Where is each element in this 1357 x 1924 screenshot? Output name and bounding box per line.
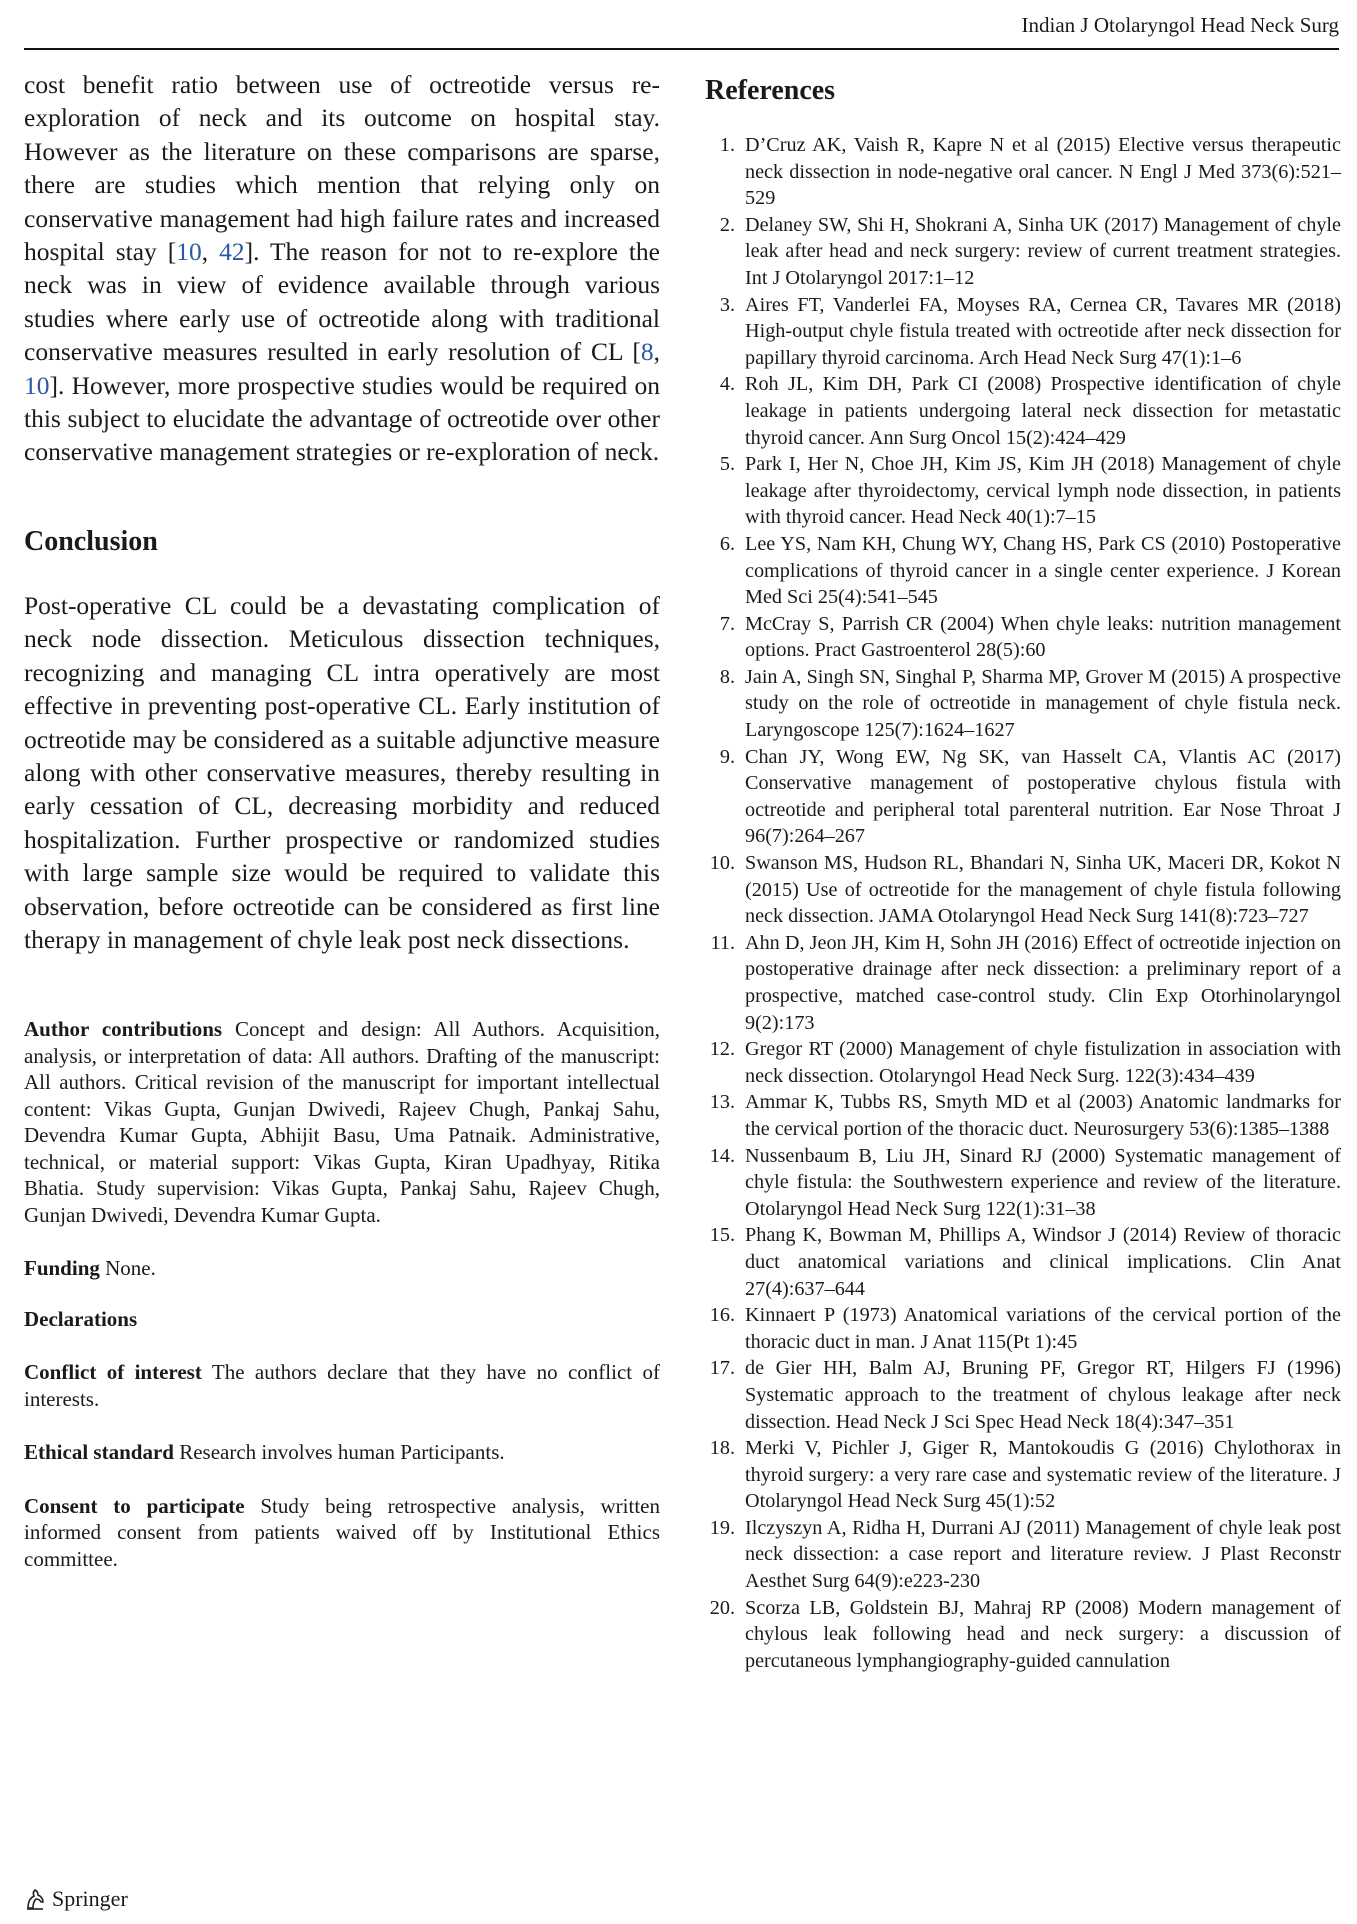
reference-item bbox=[705, 292, 1341, 372]
funding-label: Funding bbox=[24, 1256, 100, 1281]
ethical-label: Ethical standard bbox=[24, 1440, 174, 1465]
reference-item bbox=[705, 664, 1341, 744]
reference-item bbox=[705, 451, 1341, 531]
consent-label: Consent to participate bbox=[24, 1493, 245, 1518]
reference-item bbox=[705, 1089, 1341, 1142]
reference-item bbox=[705, 930, 1341, 1036]
reference-text: Scorza LB, Goldstein BJ, Mahraj RP (2008) Modern management of chylous leak following head and neck surgery: a discussion of percutaneous lymphangiography-guided cannulation bbox=[745, 1596, 1341, 1672]
author-contributions-text: Concept and design: All Authors. Acquisition, analysis, or interpretation of data: All authors. Drafting of the manuscript: All authors. Critical revision of the manuscript for important intellectual content: Vikas Gupta, Gunjan Dwivedi, Rajeev Chugh, Pankaj Sahu, Devendra Kumar Gupta, Abhijit Basu, Uma Patnaik. Administrative, technical, or material support: Vikas Gupta, Kiran Upadhyay, Ritika Bhatia. Study supervision: Vikas Gupta, Pankaj Sahu, Rajeev Chugh, Gunjan Dwivedi, Devendra Kumar Gupta. bbox=[24, 1017, 660, 1227]
reference-text: Park I, Her N, Choe JH, Kim JS, Kim JH (2018) Management of chyle leakage after thyroidectomy, cervical lymph node dissection, in patients with thyroid cancer. Head Neck 40(1):7–15 bbox=[745, 453, 1341, 529]
reference-number: 6. bbox=[719, 532, 735, 555]
reference-text: de Gier HH, Balm AJ, Bruning PF, Gregor RT, Hilgers FJ (1996) Systematic approach to the treatment of chylous leakage after neck dissection. Head Neck J Sci Spec Head Neck 18(4):347–351 bbox=[745, 1357, 1341, 1433]
citation-separator: , bbox=[201, 237, 220, 267]
reference-item bbox=[705, 132, 1341, 212]
reference-number: 20. bbox=[709, 1596, 735, 1619]
reference-text: Delaney SW, Shi H, Shokrani A, Sinha UK (2017) Management of chyle leak after head and neck surgery: review of current treatment strategies. Int J Otolaryngol 2017:1–12 bbox=[745, 213, 1341, 289]
reference-number: 1. bbox=[719, 134, 735, 156]
discussion-text-2: ]. The reason for not to re-explore the neck was in view of evidence available through various studies where early use of octreotide along with traditional conservative measures resulted in early resolution of CL [ bbox=[24, 237, 661, 367]
declarations-heading: Declarations bbox=[24, 1306, 138, 1331]
reference-text: Merki V, Pichler J, Giger R, Mantokoudis G (2016) Chylothorax in thyroid surgery: a very rare case and systematic review of the literature. J Otolaryngol Head Neck Surg 45(1):52 bbox=[745, 1437, 1341, 1513]
reference-item bbox=[705, 1595, 1341, 1675]
reference-text: Jain A, Singh SN, Singhal P, Sharma MP, Grover M (2015) A prospective study on the role of octreotide in management of chyle fistula neck. Laryngoscope 125(7):1624–1627 bbox=[745, 665, 1341, 742]
reference-text: Kinnaert P (1973) Anatomical variations of the cervical portion of the thoracic duct in man. J Anat 115(Pt 1):45 bbox=[745, 1304, 1341, 1353]
reference-number: 11. bbox=[710, 931, 735, 954]
reference-item bbox=[705, 744, 1341, 850]
reference-text: Nussenbaum B, Liu JH, Sinard RJ (2000) Systematic management of chyle fistula: the Southwestern experience and review of the literature. Otolaryngol Head Neck Surg 122(1):31–38 bbox=[745, 1144, 1341, 1220]
journal-title: Indian J Otolaryngol Head Neck Surg bbox=[1021, 13, 1339, 37]
reference-number: 19. bbox=[709, 1516, 735, 1539]
reference-text: Gregor RT (2000) Management of chyle fistulization in association with neck dissection. Otolaryngol Head Neck Surg. 122(3):434–439 bbox=[745, 1038, 1341, 1087]
conclusion-heading: Conclusion bbox=[24, 525, 158, 557]
reference-number: 13. bbox=[709, 1091, 735, 1114]
right-column bbox=[705, 68, 1341, 1674]
reference-number: 18. bbox=[709, 1437, 735, 1460]
reference-number: 8. bbox=[719, 665, 735, 688]
reference-text: D’Cruz AK, Vaish R, Kapre N et al (2015) Elective versus therapeutic neck dissection in node-negative oral cancer. N Engl J Med 373(6):521–529 bbox=[745, 134, 1341, 210]
references-heading: References bbox=[705, 75, 836, 106]
reference-text: Ammar K, Tubbs RS, Smyth MD et al (2003) Anatomic landmarks for the cervical portion of the thoracic duct. Neurosurgery 53(6):1385–1388 bbox=[745, 1091, 1341, 1140]
reference-list bbox=[705, 132, 1341, 1674]
reference-text: Lee YS, Nam KH, Chung WY, Chang HS, Park CS (2010) Postoperative complications of thyroid cancer in a single center experience. J Korean Med Sci 25(4):541–545 bbox=[745, 532, 1341, 609]
reference-number: 9. bbox=[719, 745, 735, 768]
conflict-text: The authors declare that they have no conflict of interests. bbox=[24, 1360, 660, 1411]
springer-horse-icon bbox=[24, 1887, 46, 1911]
reference-number: 7. bbox=[719, 612, 735, 635]
reference-number: 12. bbox=[709, 1038, 735, 1061]
citation-link[interactable]: 10 bbox=[176, 237, 202, 267]
reference-item bbox=[705, 371, 1341, 451]
reference-item bbox=[705, 850, 1341, 930]
consent-text: Study being retrospective analysis, written informed consent from patients waived off by Institutional Ethics committee. bbox=[24, 1493, 661, 1571]
declarations-block bbox=[24, 1016, 660, 1572]
ethical-text: Research involves human Participants. bbox=[179, 1440, 505, 1465]
citation-link[interactable]: 8 bbox=[640, 337, 654, 367]
citation-link[interactable]: 10 bbox=[24, 370, 50, 400]
reference-item bbox=[705, 212, 1341, 292]
reference-text: Swanson MS, Hudson RL, Bhandari N, Sinha UK, Maceri DR, Kokot N (2015) Use of octreotide for the management of chyle fistula following neck dissection. JAMA Otolaryngol Head Neck Surg 141(8):723–727 bbox=[745, 852, 1341, 928]
reference-number: 10. bbox=[709, 852, 735, 875]
ethical-standard bbox=[24, 1439, 660, 1466]
reference-item bbox=[705, 611, 1341, 664]
reference-number: 2. bbox=[719, 213, 735, 236]
consent-to-participate bbox=[24, 1493, 660, 1573]
conflict-of-interest bbox=[24, 1359, 660, 1412]
conflict-label: Conflict of interest bbox=[24, 1360, 202, 1385]
reference-item bbox=[705, 1302, 1341, 1355]
reference-text: McCray S, Parrish CR (2004) When chyle leaks: nutrition management options. Pract Gastroenterol 28(5):60 bbox=[745, 612, 1341, 662]
reference-number: 14. bbox=[709, 1144, 735, 1167]
reference-number: 15. bbox=[709, 1224, 735, 1247]
left-column bbox=[24, 68, 660, 1572]
reference-item bbox=[705, 1036, 1341, 1089]
running-header bbox=[24, 10, 1339, 50]
funding bbox=[24, 1255, 660, 1282]
reference-number: 17. bbox=[709, 1357, 735, 1380]
reference-item bbox=[705, 1435, 1341, 1515]
reference-text: Ahn D, Jeon JH, Kim H, Sohn JH (2016) Effect of octreotide injection on postoperative drainage after neck dissection: a preliminary report of a prospective, matched case-control study. Clin Exp Otorhinolaryngol 9(2):173 bbox=[745, 931, 1341, 1034]
funding-text: None. bbox=[105, 1256, 156, 1281]
discussion-text-3: ]. However, more prospective studies would be required on this subject to elucidate the advantage of octreotide over other conservative management strategies or re-exploration of neck. bbox=[24, 370, 660, 467]
reference-text: Ilczyszyn A, Ridha H, Durrani AJ (2011) Management of chyle leak post neck dissection: a case report and literature review. J Plast Reconstr Aesthet Surg 64(9):e223-230 bbox=[745, 1516, 1341, 1593]
reference-number: 3. bbox=[719, 293, 735, 316]
page-footer bbox=[24, 1884, 128, 1914]
reference-number: 5. bbox=[719, 453, 735, 476]
discussion-text-1: cost benefit ratio between use of octreotide versus re-exploration of neck and its outcome on hospital stay. However as the literature on these comparisons are sparse, there are studies which mention that relying only on conservative management had high failure rates and increased hospital stay [ bbox=[24, 70, 660, 267]
reference-item bbox=[705, 1515, 1341, 1595]
reference-item bbox=[705, 531, 1341, 611]
reference-item bbox=[705, 1143, 1341, 1223]
reference-text: Chan JY, Wong EW, Ng SK, van Hasselt CA, Vlantis AC (2017) Conservative management of postoperative chylous fistula with octreotide and peripheral total parenteral nutrition. Ear Nose Throat J 96(7):264–267 bbox=[745, 745, 1341, 848]
reference-item bbox=[705, 1355, 1341, 1435]
reference-text: Phang K, Bowman M, Phillips A, Windsor J (2014) Review of thoracic duct anatomical variations and clinical implications. Clin Anat 27(4):637–644 bbox=[745, 1224, 1341, 1300]
reference-item bbox=[705, 1222, 1341, 1302]
reference-text: Roh JL, Kim DH, Park CI (2008) Prospective identification of chyle leakage in patients undergoing lateral neck dissection for metastatic thyroid cancer. Ann Surg Oncol 15(2):424–429 bbox=[745, 373, 1341, 449]
reference-number: 4. bbox=[719, 373, 735, 396]
publisher-name: Springer bbox=[52, 1886, 128, 1911]
reference-text: Aires FT, Vanderlei FA, Moyses RA, Cernea CR, Tavares MR (2018) High-output chyle fistula treated with octreotide after neck dissection for papillary thyroid carcinoma. Arch Head Neck Surg 47(1):1–6 bbox=[745, 293, 1341, 369]
citation-link[interactable]: 42 bbox=[219, 237, 245, 267]
author-contributions-label: Author contributions bbox=[24, 1017, 223, 1042]
conclusion-paragraph: Post-operative CL could be a devastating complication of neck node dissection. Meticulous dissection techniques, recognizing and managing CL intra operatively are most effective in preventing post-operative CL. Early institution of octreotide may be considered as a suitable adjunctive measure along with other conservative measures, thereby resulting in early cessation of CL, decreasing morbidity and reduced hospitalization. Further prospective or randomized studies with large sample size would be required to validate this observation, before octreotide can be considered as first line therapy in management of chyle leak post neck dissections. bbox=[24, 590, 660, 954]
discussion-paragraph bbox=[24, 68, 660, 469]
citation-separator: , bbox=[653, 337, 660, 367]
reference-number: 16. bbox=[709, 1304, 735, 1327]
author-contributions bbox=[24, 1016, 660, 1228]
